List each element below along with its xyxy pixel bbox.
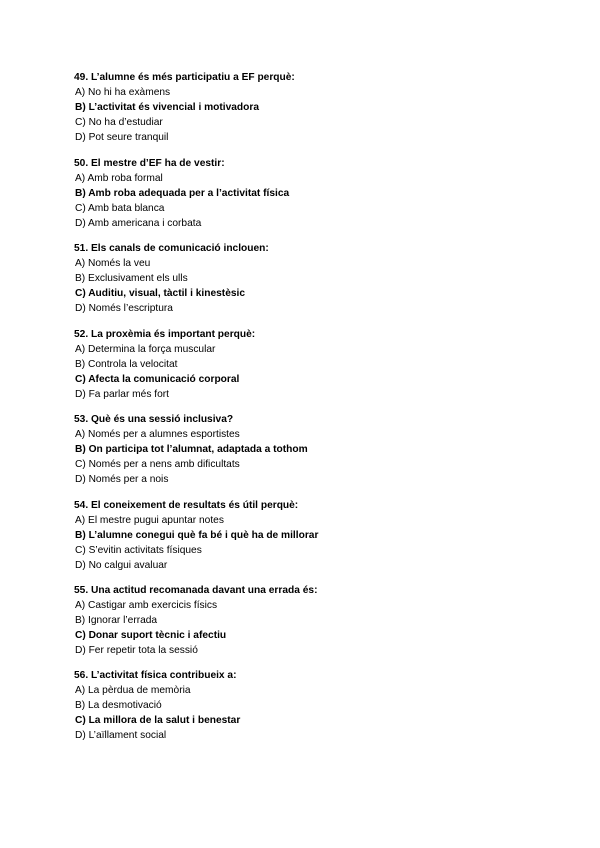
- option-d: D) Fa parlar més fort: [75, 389, 169, 400]
- option-b: B) La desmotivació: [75, 700, 162, 711]
- option-a: A) Castigar amb exercicis físics: [75, 600, 218, 611]
- question-title: 56. L’activitat física contribueix a:: [74, 670, 237, 681]
- question-title: 52. La proxèmia és important perquè:: [74, 329, 256, 340]
- question-50: [74, 156, 544, 231]
- option-b-correct: B) L’activitat és vivencial i motivadora: [75, 102, 260, 113]
- option-c: C) Amb bata blanca: [75, 203, 165, 214]
- option-c-correct: C) Donar suport tècnic i afectiu: [75, 630, 227, 641]
- option-b: B) Exclusivament els ulls: [75, 273, 188, 284]
- option-a: A) Determina la força muscular: [75, 344, 216, 355]
- option-c-correct: C) Auditiu, visual, tàctil i kinestèsic: [75, 288, 246, 299]
- option-c: C) No ha d’estudiar: [75, 117, 163, 128]
- question-title: 54. El coneixement de resultats és útil perquè:: [74, 500, 299, 511]
- option-a: A) No hi ha exàmens: [75, 87, 171, 98]
- option-d: D) Només l’escriptura: [75, 303, 173, 314]
- option-c: C) Només per a nens amb dificultats: [75, 459, 240, 470]
- option-a: A) La pèrdua de memòria: [75, 685, 191, 696]
- option-b-correct: B) Amb roba adequada per a l’activitat física: [75, 188, 290, 199]
- question-54: [74, 498, 544, 573]
- question-52: [74, 327, 544, 402]
- question-56: [74, 668, 544, 743]
- question-51: [74, 241, 544, 316]
- question-title: 53. Què és una sessió inclusiva?: [74, 414, 234, 425]
- question-title: 50. El mestre d’EF ha de vestir:: [74, 158, 225, 169]
- option-b: B) Controla la velocitat: [75, 359, 178, 370]
- option-d: D) No calgui avaluar: [75, 560, 168, 571]
- question-49: [74, 70, 544, 145]
- option-d: D) Fer repetir tota la sessió: [75, 645, 198, 656]
- option-c-correct: C) Afecta la comunicació corporal: [75, 374, 240, 385]
- option-d: D) Pot seure tranquil: [75, 132, 169, 143]
- option-d: D) Amb americana i corbata: [75, 218, 202, 229]
- question-title: 51. Els canals de comunicació inclouen:: [74, 243, 269, 254]
- option-b-correct: B) On participa tot l’alumnat, adaptada a tothom: [75, 444, 308, 455]
- question-title: 55. Una actitud recomanada davant una errada és:: [74, 585, 318, 596]
- option-b-correct: B) L’alumne conegui què fa bé i què ha de millorar: [75, 530, 319, 541]
- question-55: [74, 583, 544, 658]
- option-c: C) S’evitin activitats físiques: [75, 545, 202, 556]
- question-title: 49. L’alumne és més participatiu a EF perquè:: [74, 72, 295, 83]
- option-a: A) Només per a alumnes esportistes: [75, 429, 240, 440]
- option-d: D) L’aïllament social: [75, 730, 167, 741]
- option-a: A) Només la veu: [75, 258, 151, 269]
- option-c-correct: C) La millora de la salut i benestar: [75, 715, 241, 726]
- option-a: A) El mestre pugui apuntar notes: [75, 515, 224, 526]
- option-d: D) Només per a nois: [75, 474, 169, 485]
- option-b: B) Ignorar l’errada: [75, 615, 158, 626]
- question-53: [74, 412, 544, 487]
- option-a: A) Amb roba formal: [75, 173, 163, 184]
